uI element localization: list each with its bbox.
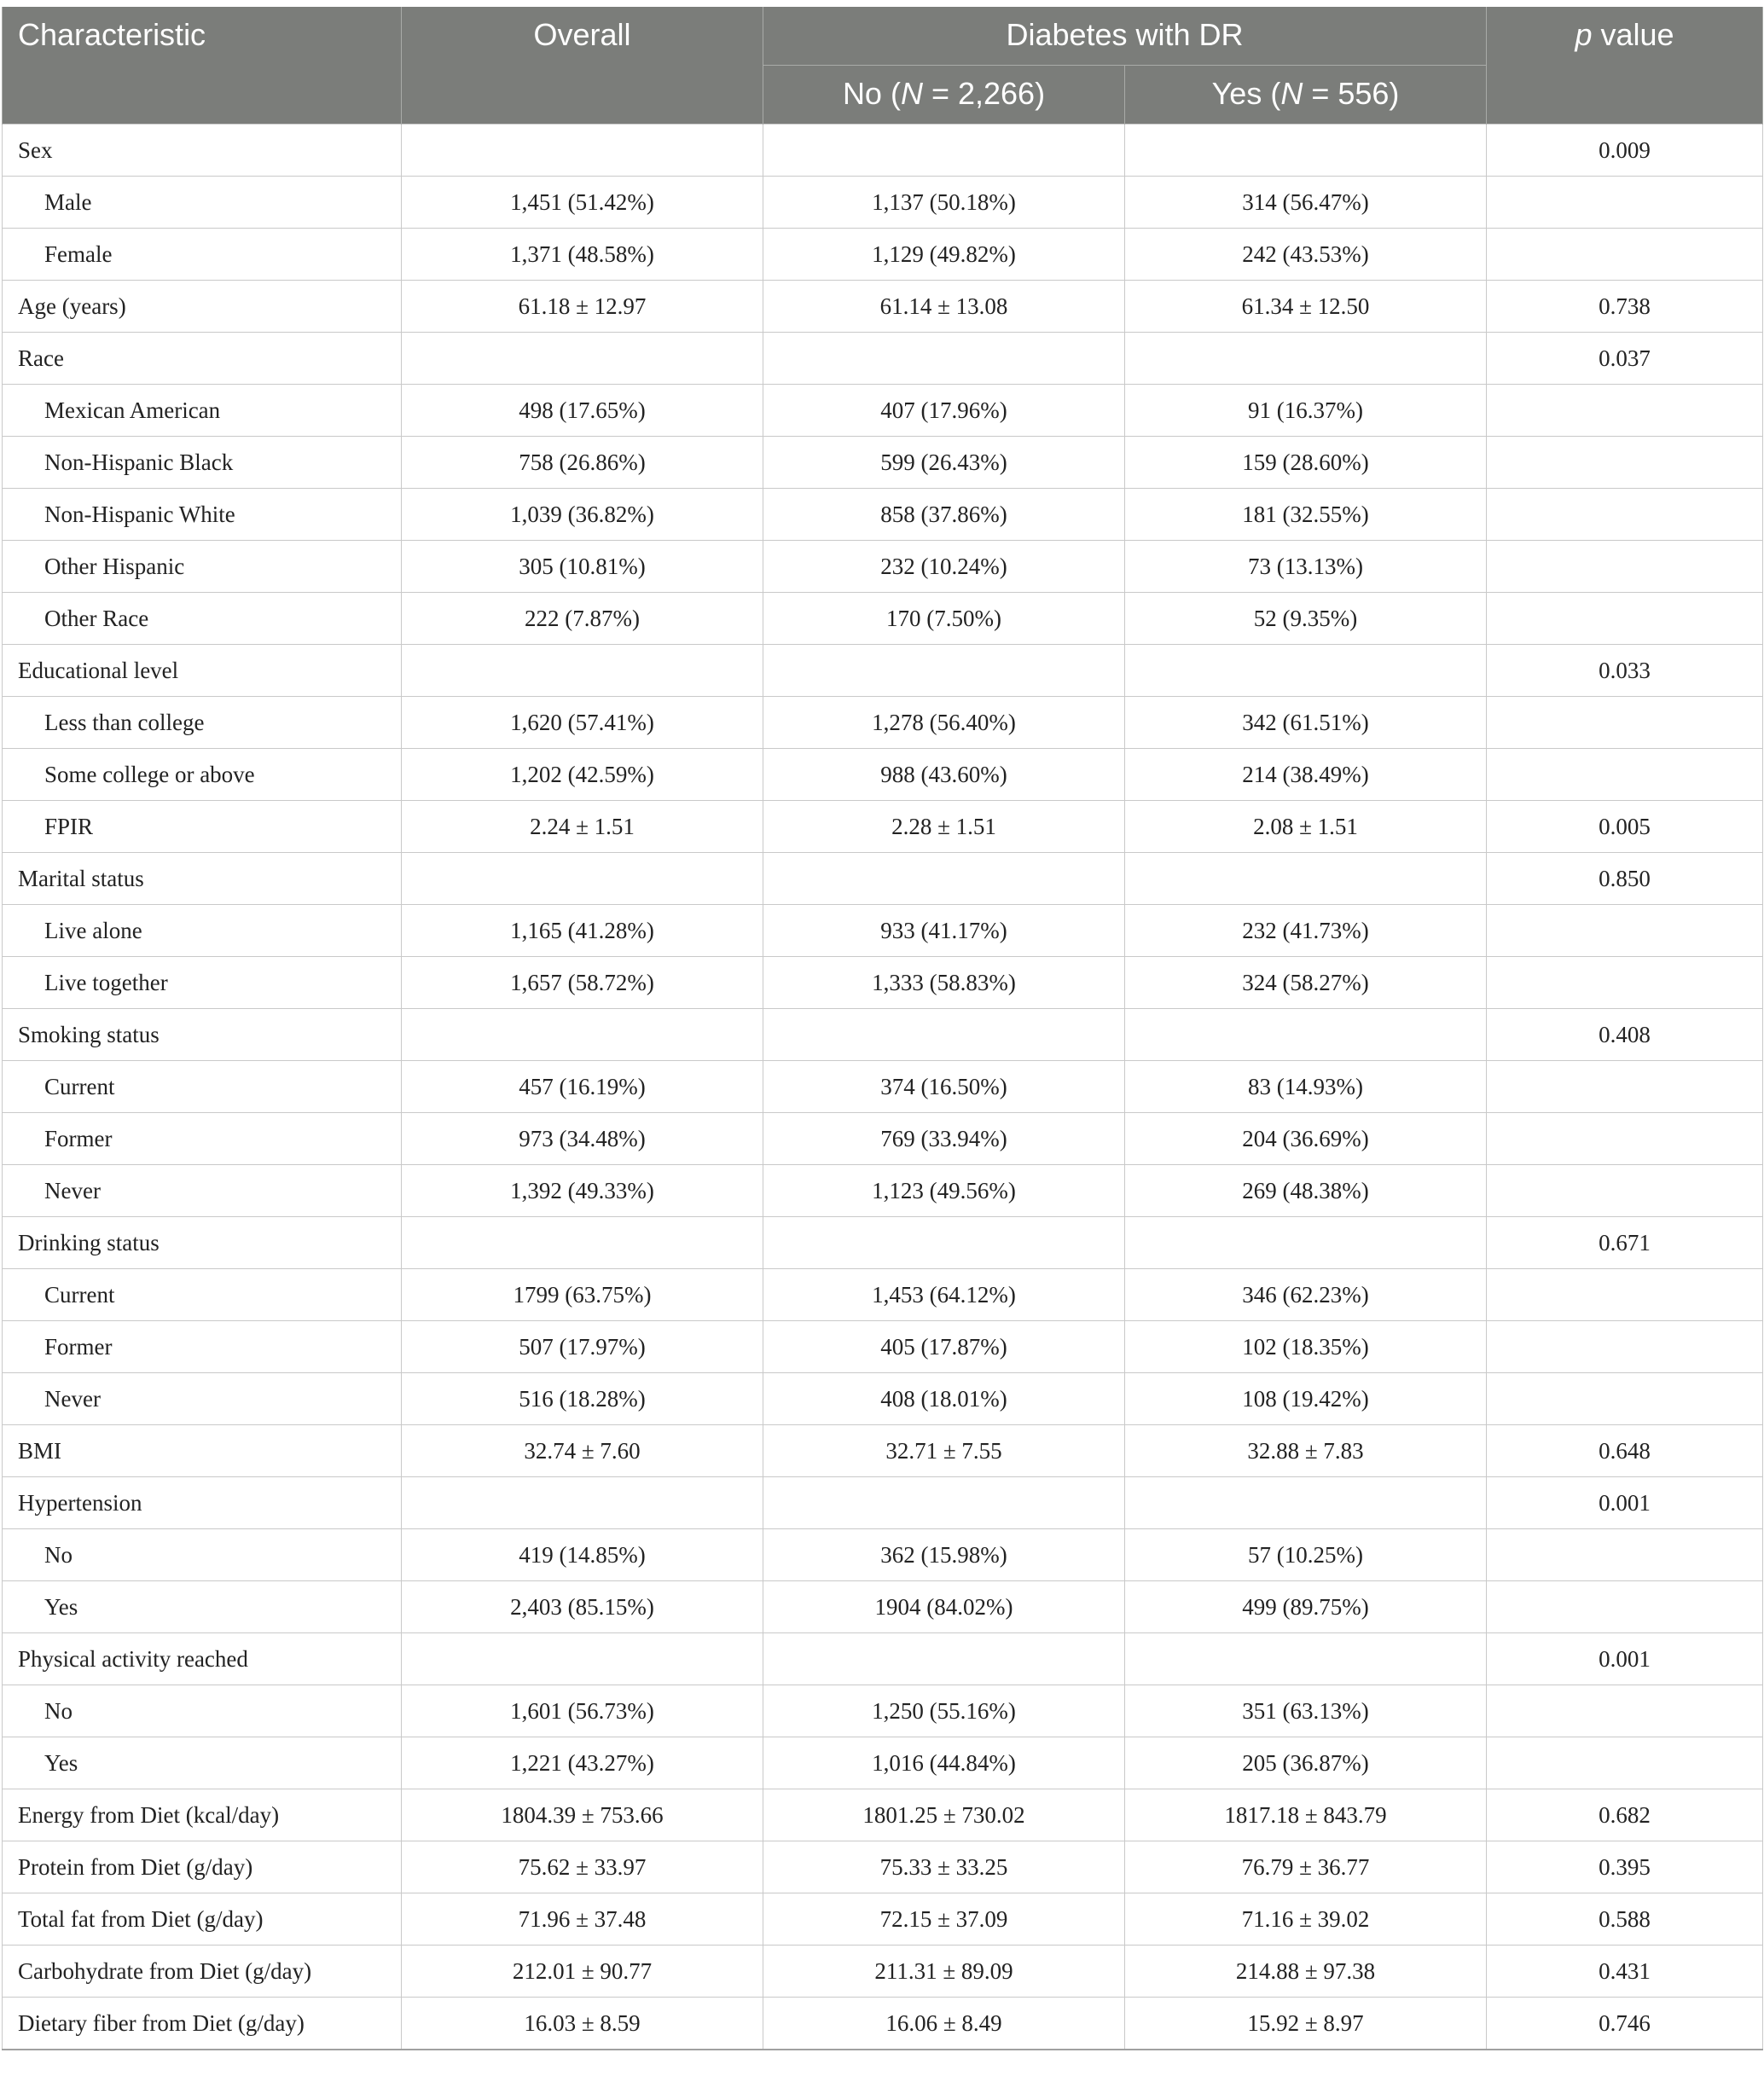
row-label: Non-Hispanic White — [3, 489, 402, 541]
row-label: No — [3, 1529, 402, 1581]
table-row — [3, 1373, 1763, 1425]
cell-dr-yes: 2.08 ± 1.51 — [1125, 801, 1487, 853]
cell-dr-yes: 351 (63.13%) — [1125, 1685, 1487, 1737]
cell-p-value: 0.431 — [1487, 1946, 1763, 1998]
table-row — [3, 1893, 1763, 1946]
cell-dr-no: 1,453 (64.12%) — [763, 1269, 1125, 1321]
cell-dr-yes: 314 (56.47%) — [1125, 177, 1487, 229]
cell-dr-yes: 83 (14.93%) — [1125, 1061, 1487, 1113]
cell-dr-no — [763, 853, 1125, 905]
cell-overall: 1,451 (51.42%) — [402, 177, 763, 229]
cell-dr-no — [763, 1009, 1125, 1061]
cell-dr-yes: 242 (43.53%) — [1125, 229, 1487, 281]
table-row — [3, 593, 1763, 645]
cell-dr-no: 1904 (84.02%) — [763, 1581, 1125, 1633]
table-row — [3, 1321, 1763, 1373]
cell-p-value: 0.588 — [1487, 1893, 1763, 1946]
cell-p-value: 0.648 — [1487, 1425, 1763, 1477]
row-label: Smoking status — [3, 1009, 402, 1061]
cell-overall: 222 (7.87%) — [402, 593, 763, 645]
cell-p-value: 0.001 — [1487, 1633, 1763, 1685]
table-row — [3, 1477, 1763, 1529]
cell-overall — [402, 333, 763, 385]
cell-dr-no: 1,016 (44.84%) — [763, 1737, 1125, 1789]
cell-dr-no: 933 (41.17%) — [763, 905, 1125, 957]
cell-dr-yes: 324 (58.27%) — [1125, 957, 1487, 1009]
cell-overall: 419 (14.85%) — [402, 1529, 763, 1581]
cell-p-value — [1487, 957, 1763, 1009]
header-dr-yes: Yes (N = 556) — [1125, 66, 1487, 125]
header-dr-no: No (N = 2,266) — [763, 66, 1125, 125]
cell-p-value — [1487, 385, 1763, 437]
row-label: Live together — [3, 957, 402, 1009]
cell-dr-yes: 214.88 ± 97.38 — [1125, 1946, 1487, 1998]
cell-dr-no: 374 (16.50%) — [763, 1061, 1125, 1113]
cell-overall — [402, 1477, 763, 1529]
cell-p-value — [1487, 1113, 1763, 1165]
cell-p-value — [1487, 1061, 1763, 1113]
cell-dr-yes: 108 (19.42%) — [1125, 1373, 1487, 1425]
cell-dr-yes: 269 (48.38%) — [1125, 1165, 1487, 1217]
table-row — [3, 1113, 1763, 1165]
row-label: Marital status — [3, 853, 402, 905]
row-label: Race — [3, 333, 402, 385]
row-label: Carbohydrate from Diet (g/day) — [3, 1946, 402, 1998]
cell-dr-yes — [1125, 1009, 1487, 1061]
row-label: Non-Hispanic Black — [3, 437, 402, 489]
cell-dr-yes — [1125, 125, 1487, 177]
cell-dr-no: 1801.25 ± 730.02 — [763, 1789, 1125, 1841]
cell-p-value — [1487, 1737, 1763, 1789]
table-body — [3, 125, 1763, 2050]
cell-p-value — [1487, 1529, 1763, 1581]
cell-dr-no: 769 (33.94%) — [763, 1113, 1125, 1165]
table-row — [3, 905, 1763, 957]
cell-dr-no: 232 (10.24%) — [763, 541, 1125, 593]
table-row — [3, 1946, 1763, 1998]
row-label: Former — [3, 1113, 402, 1165]
cell-dr-no: 2.28 ± 1.51 — [763, 801, 1125, 853]
cell-dr-no: 988 (43.60%) — [763, 749, 1125, 801]
cell-dr-yes — [1125, 1477, 1487, 1529]
cell-p-value — [1487, 437, 1763, 489]
cell-p-value — [1487, 1321, 1763, 1373]
cell-dr-no: 407 (17.96%) — [763, 385, 1125, 437]
row-label: Former — [3, 1321, 402, 1373]
table-row — [3, 1998, 1763, 2050]
cell-dr-no — [763, 1633, 1125, 1685]
cell-overall: 2.24 ± 1.51 — [402, 801, 763, 853]
cell-overall: 457 (16.19%) — [402, 1061, 763, 1113]
cell-dr-yes: 181 (32.55%) — [1125, 489, 1487, 541]
cell-dr-no: 61.14 ± 13.08 — [763, 281, 1125, 333]
cell-p-value: 0.746 — [1487, 1998, 1763, 2050]
cell-overall: 1,039 (36.82%) — [402, 489, 763, 541]
characteristics-table — [2, 7, 1763, 2050]
row-label: Female — [3, 229, 402, 281]
cell-dr-yes: 204 (36.69%) — [1125, 1113, 1487, 1165]
row-label: Live alone — [3, 905, 402, 957]
cell-dr-yes: 91 (16.37%) — [1125, 385, 1487, 437]
row-label: Physical activity reached — [3, 1633, 402, 1685]
table-row — [3, 489, 1763, 541]
table-row — [3, 1425, 1763, 1477]
cell-dr-yes: 32.88 ± 7.83 — [1125, 1425, 1487, 1477]
row-label: Yes — [3, 1581, 402, 1633]
table-row — [3, 957, 1763, 1009]
cell-dr-no: 1,278 (56.40%) — [763, 697, 1125, 749]
cell-overall — [402, 125, 763, 177]
cell-overall — [402, 645, 763, 697]
cell-p-value — [1487, 177, 1763, 229]
cell-p-value: 0.005 — [1487, 801, 1763, 853]
cell-overall: 32.74 ± 7.60 — [402, 1425, 763, 1477]
cell-dr-yes: 205 (36.87%) — [1125, 1737, 1487, 1789]
cell-p-value — [1487, 541, 1763, 593]
cell-dr-yes: 232 (41.73%) — [1125, 905, 1487, 957]
cell-dr-yes: 499 (89.75%) — [1125, 1581, 1487, 1633]
cell-dr-no — [763, 125, 1125, 177]
cell-p-value: 0.850 — [1487, 853, 1763, 905]
table-row — [3, 749, 1763, 801]
cell-overall: 973 (34.48%) — [402, 1113, 763, 1165]
cell-dr-yes: 73 (13.13%) — [1125, 541, 1487, 593]
cell-p-value — [1487, 489, 1763, 541]
row-label: Dietary fiber from Diet (g/day) — [3, 1998, 402, 2050]
cell-dr-no — [763, 645, 1125, 697]
cell-p-value — [1487, 1165, 1763, 1217]
row-label: No — [3, 1685, 402, 1737]
cell-dr-no: 599 (26.43%) — [763, 437, 1125, 489]
cell-p-value: 0.738 — [1487, 281, 1763, 333]
row-label: Male — [3, 177, 402, 229]
cell-dr-yes: 71.16 ± 39.02 — [1125, 1893, 1487, 1946]
table-row — [3, 1685, 1763, 1737]
table-row — [3, 1009, 1763, 1061]
cell-overall: 1,601 (56.73%) — [402, 1685, 763, 1737]
cell-p-value: 0.037 — [1487, 333, 1763, 385]
cell-dr-yes — [1125, 1633, 1487, 1685]
row-label: Drinking status — [3, 1217, 402, 1269]
cell-dr-yes: 346 (62.23%) — [1125, 1269, 1487, 1321]
cell-overall: 61.18 ± 12.97 — [402, 281, 763, 333]
cell-dr-no — [763, 1477, 1125, 1529]
cell-overall: 2,403 (85.15%) — [402, 1581, 763, 1633]
cell-dr-yes — [1125, 645, 1487, 697]
row-label: Other Hispanic — [3, 541, 402, 593]
row-label: Energy from Diet (kcal/day) — [3, 1789, 402, 1841]
row-label: Less than college — [3, 697, 402, 749]
cell-dr-no: 211.31 ± 89.09 — [763, 1946, 1125, 1998]
cell-overall: 1,202 (42.59%) — [402, 749, 763, 801]
cell-p-value — [1487, 1581, 1763, 1633]
cell-dr-no: 408 (18.01%) — [763, 1373, 1125, 1425]
cell-dr-no: 858 (37.86%) — [763, 489, 1125, 541]
cell-p-value: 0.001 — [1487, 1477, 1763, 1529]
cell-overall: 507 (17.97%) — [402, 1321, 763, 1373]
table-row — [3, 1217, 1763, 1269]
table-row — [3, 541, 1763, 593]
row-label: Educational level — [3, 645, 402, 697]
cell-dr-yes: 76.79 ± 36.77 — [1125, 1841, 1487, 1893]
row-label: Current — [3, 1269, 402, 1321]
cell-dr-no: 32.71 ± 7.55 — [763, 1425, 1125, 1477]
table-row — [3, 1061, 1763, 1113]
cell-dr-no: 1,250 (55.16%) — [763, 1685, 1125, 1737]
table-row — [3, 1581, 1763, 1633]
cell-dr-yes — [1125, 1217, 1487, 1269]
cell-overall: 1,221 (43.27%) — [402, 1737, 763, 1789]
cell-overall: 1,371 (48.58%) — [402, 229, 763, 281]
cell-dr-yes: 342 (61.51%) — [1125, 697, 1487, 749]
cell-overall: 1,392 (49.33%) — [402, 1165, 763, 1217]
cell-p-value — [1487, 905, 1763, 957]
header-diabetes-with-dr: Diabetes with DR — [763, 7, 1487, 66]
cell-dr-no: 1,137 (50.18%) — [763, 177, 1125, 229]
table-row — [3, 801, 1763, 853]
cell-dr-no: 362 (15.98%) — [763, 1529, 1125, 1581]
table-row — [3, 1633, 1763, 1685]
cell-overall: 498 (17.65%) — [402, 385, 763, 437]
table-row — [3, 1269, 1763, 1321]
table-row — [3, 1841, 1763, 1893]
row-label: BMI — [3, 1425, 402, 1477]
row-label: FPIR — [3, 801, 402, 853]
cell-overall: 212.01 ± 90.77 — [402, 1946, 763, 1998]
cell-p-value — [1487, 1269, 1763, 1321]
cell-p-value — [1487, 1373, 1763, 1425]
header-overall: Overall — [402, 7, 763, 125]
cell-p-value — [1487, 593, 1763, 645]
row-label: Age (years) — [3, 281, 402, 333]
table-row — [3, 177, 1763, 229]
table-row — [3, 125, 1763, 177]
cell-dr-no: 405 (17.87%) — [763, 1321, 1125, 1373]
cell-overall — [402, 1217, 763, 1269]
cell-dr-yes: 159 (28.60%) — [1125, 437, 1487, 489]
header-p-value: p value — [1487, 7, 1763, 125]
row-label: Never — [3, 1373, 402, 1425]
cell-p-value: 0.682 — [1487, 1789, 1763, 1841]
row-label: Current — [3, 1061, 402, 1113]
row-label: Mexican American — [3, 385, 402, 437]
table-row — [3, 437, 1763, 489]
cell-overall: 1804.39 ± 753.66 — [402, 1789, 763, 1841]
cell-overall: 1,620 (57.41%) — [402, 697, 763, 749]
table-row — [3, 645, 1763, 697]
cell-dr-yes — [1125, 853, 1487, 905]
cell-overall: 305 (10.81%) — [402, 541, 763, 593]
cell-p-value: 0.408 — [1487, 1009, 1763, 1061]
cell-p-value: 0.395 — [1487, 1841, 1763, 1893]
row-label: Sex — [3, 125, 402, 177]
cell-overall: 1,657 (58.72%) — [402, 957, 763, 1009]
cell-dr-no: 170 (7.50%) — [763, 593, 1125, 645]
cell-dr-yes: 214 (38.49%) — [1125, 749, 1487, 801]
table-row — [3, 1737, 1763, 1789]
cell-overall — [402, 1633, 763, 1685]
table-row — [3, 853, 1763, 905]
cell-dr-yes: 52 (9.35%) — [1125, 593, 1487, 645]
cell-p-value: 0.671 — [1487, 1217, 1763, 1269]
row-label: Protein from Diet (g/day) — [3, 1841, 402, 1893]
cell-overall: 1799 (63.75%) — [402, 1269, 763, 1321]
cell-dr-no: 72.15 ± 37.09 — [763, 1893, 1125, 1946]
cell-overall — [402, 853, 763, 905]
row-label: Hypertension — [3, 1477, 402, 1529]
cell-dr-yes: 57 (10.25%) — [1125, 1529, 1487, 1581]
cell-dr-yes: 102 (18.35%) — [1125, 1321, 1487, 1373]
cell-dr-no — [763, 333, 1125, 385]
table-row — [3, 1529, 1763, 1581]
cell-dr-no — [763, 1217, 1125, 1269]
cell-dr-yes — [1125, 333, 1487, 385]
cell-dr-no: 1,333 (58.83%) — [763, 957, 1125, 1009]
cell-overall: 516 (18.28%) — [402, 1373, 763, 1425]
cell-dr-yes: 61.34 ± 12.50 — [1125, 281, 1487, 333]
cell-p-value: 0.033 — [1487, 645, 1763, 697]
cell-dr-yes: 1817.18 ± 843.79 — [1125, 1789, 1487, 1841]
table-row — [3, 697, 1763, 749]
cell-dr-no: 75.33 ± 33.25 — [763, 1841, 1125, 1893]
cell-overall: 758 (26.86%) — [402, 437, 763, 489]
row-label: Never — [3, 1165, 402, 1217]
table-row — [3, 333, 1763, 385]
row-label: Other Race — [3, 593, 402, 645]
table-row — [3, 1165, 1763, 1217]
row-label: Some college or above — [3, 749, 402, 801]
cell-overall: 75.62 ± 33.97 — [402, 1841, 763, 1893]
table-row — [3, 281, 1763, 333]
header-characteristic: Characteristic — [3, 7, 402, 125]
cell-p-value: 0.009 — [1487, 125, 1763, 177]
row-label: Yes — [3, 1737, 402, 1789]
cell-p-value — [1487, 1685, 1763, 1737]
cell-dr-yes: 15.92 ± 8.97 — [1125, 1998, 1487, 2050]
table-row — [3, 385, 1763, 437]
cell-overall: 16.03 ± 8.59 — [402, 1998, 763, 2050]
cell-dr-no: 1,129 (49.82%) — [763, 229, 1125, 281]
cell-p-value — [1487, 229, 1763, 281]
cell-overall: 71.96 ± 37.48 — [402, 1893, 763, 1946]
row-label: Total fat from Diet (g/day) — [3, 1893, 402, 1946]
table-row — [3, 229, 1763, 281]
cell-overall: 1,165 (41.28%) — [402, 905, 763, 957]
cell-p-value — [1487, 749, 1763, 801]
cell-overall — [402, 1009, 763, 1061]
cell-dr-no: 1,123 (49.56%) — [763, 1165, 1125, 1217]
cell-p-value — [1487, 697, 1763, 749]
cell-dr-no: 16.06 ± 8.49 — [763, 1998, 1125, 2050]
table-row — [3, 1789, 1763, 1841]
